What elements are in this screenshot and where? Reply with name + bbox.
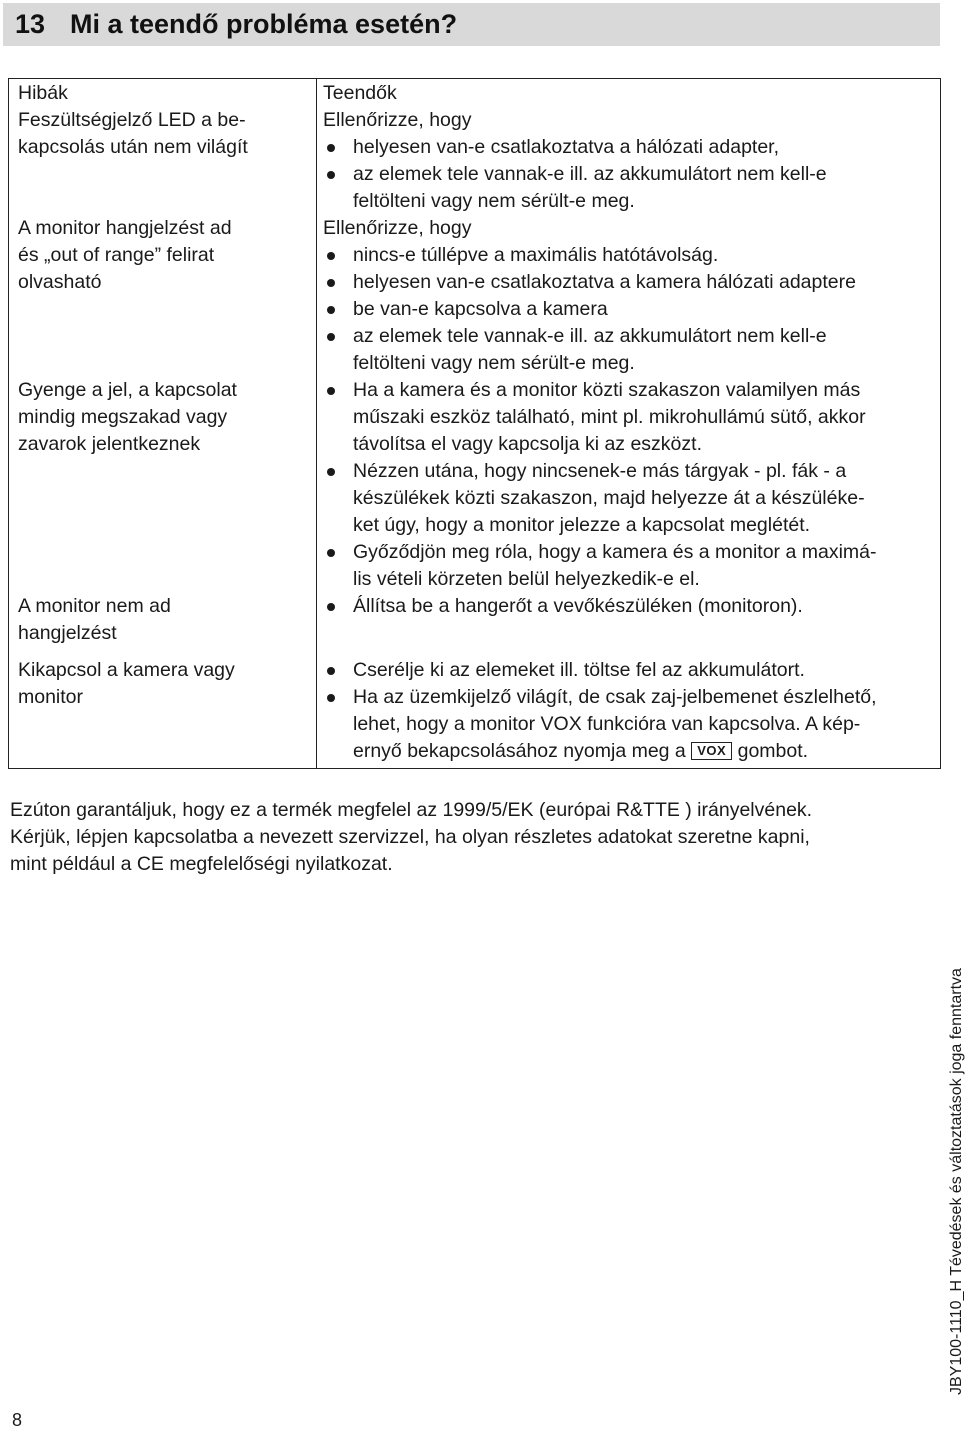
- list-item: Állítsa be a hangerőt a vevőkészüléken (monitoron).: [323, 593, 940, 620]
- action-intro: Ellenőrizze, hogy: [323, 217, 472, 239]
- problem-line: zavarok jelentkeznek: [18, 433, 201, 455]
- table-row: [9, 657, 941, 769]
- problem-cell: [9, 377, 317, 593]
- table-row: [9, 593, 941, 657]
- list-item: helyesen van-e csatlakoztatva a hálózati adapter,: [323, 134, 940, 161]
- action-cell: [317, 215, 941, 377]
- list-item: az elemek tele vannak-e ill. az akkumulátort nem kell-e feltölteni vagy nem sérült-e meg.: [323, 323, 940, 377]
- problem-line: mindig megszakad vagy: [18, 406, 228, 428]
- list-item: Ha az üzemkijelző világít, de csak zaj-jelbemenet észlelhető, lehet, hogy a monitor VOX funkcióra van kapcsolva. A kép- ernyő bekapcsolásához nyomja meg a VOX gombot.: [323, 684, 940, 765]
- problem-line: Feszültségjelző LED a be-: [18, 109, 246, 131]
- problem-cell: [9, 79, 317, 216]
- problem-line: olvasható: [18, 271, 102, 293]
- action-cell: [317, 657, 941, 769]
- action-cell: [317, 593, 941, 657]
- document-code-side-text: JBY100-1110_H Tévedések és változtatások joga fenntartva: [948, 968, 965, 1395]
- problem-line: kapcsolás után nem világít: [18, 136, 248, 158]
- action-cell: [317, 377, 941, 593]
- list-item: nincs-e túllépve a maximális hatótávolság.: [323, 242, 940, 269]
- problem-line: A monitor nem ad: [18, 595, 171, 617]
- problem-cell: [9, 215, 317, 377]
- list-item: Cserélje ki az elemeket ill. töltse fel az akkumulátort.: [323, 657, 940, 684]
- action-intro: Ellenőrizze, hogy: [323, 109, 472, 131]
- list-item: helyesen van-e csatlakoztatva a kamera hálózati adaptere: [323, 269, 940, 296]
- list-item: Győződjön meg róla, hogy a kamera és a monitor a maximá- lis vételi körzeten belül helyezkedik-e el.: [323, 539, 940, 593]
- section-header: [3, 3, 940, 46]
- list-item: Ha a kamera és a monitor közti szakaszon valamilyen más műszaki eszköz található, mint pl. mikrohullámú sütő, akkor távolítsa el vagy kapcsolja ki az eszközt.: [323, 377, 940, 458]
- table-row: [9, 79, 941, 216]
- column-header-problems: Hibák: [18, 82, 68, 104]
- table-row: [9, 215, 941, 377]
- troubleshooting-table: [8, 78, 941, 769]
- list-item: az elemek tele vannak-e ill. az akkumulátort nem kell-e feltölteni vagy nem sérült-e meg.: [323, 161, 940, 215]
- list-item: be van-e kapcsolva a kamera: [323, 296, 940, 323]
- section-title: Mi a teendő probléma esetén?: [70, 9, 458, 39]
- problem-line: és „out of range” felirat: [18, 244, 215, 266]
- conformity-declaration: Ezúton garantáljuk, hogy ez a termék megfelel az 1999/5/EK (európai R&TTE ) irányelvének. Kérjük, lépjen kapcsolatba a nevezett szervizzel, ha olyan részletes adatokat szeretne kapni, mint például a CE megfelelőségi nyilatkozat.: [10, 799, 813, 875]
- problem-cell: [9, 593, 317, 657]
- problem-line: monitor: [18, 686, 84, 708]
- problem-line: A monitor hangjelzést ad: [18, 217, 232, 239]
- page-number: 8: [12, 1410, 23, 1430]
- problem-line: Kikapcsol a kamera vagy: [18, 659, 235, 681]
- action-cell: [317, 79, 941, 216]
- problem-line: Gyenge a jel, a kapcsolat: [18, 379, 237, 401]
- list-item: Nézzen utána, hogy nincsenek-e más tárgyak - pl. fák - a készülékek közti szakaszon, majd helyezze át a készüléke- ket úgy, hogy a monitor jelezze a kapcsolat meglétét.: [323, 458, 940, 539]
- table-row: [9, 377, 941, 593]
- problem-cell: [9, 657, 317, 769]
- vox-key-icon: VOX: [691, 742, 732, 760]
- column-header-actions: Teendők: [323, 82, 397, 104]
- section-number: 13: [15, 9, 46, 39]
- problem-line: hangjelzést: [18, 622, 117, 644]
